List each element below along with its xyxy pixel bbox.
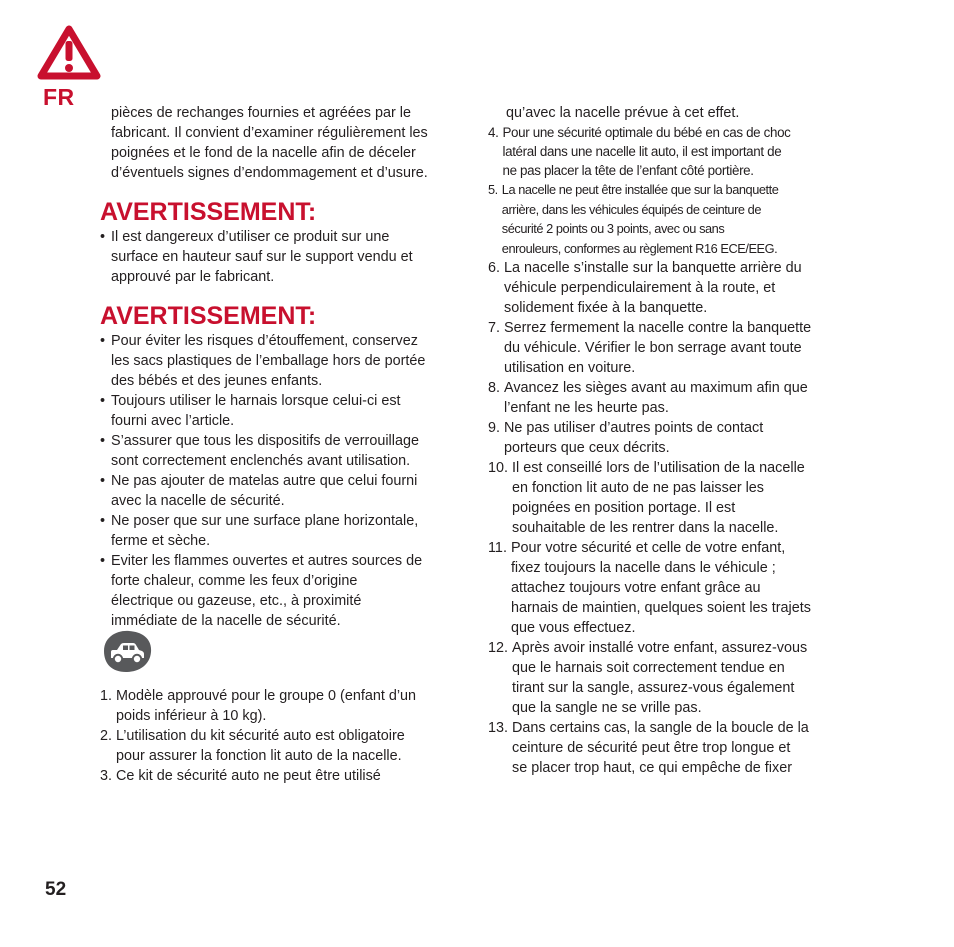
list-item [488,458,853,538]
text-line: ceinture de sécurité peut être trop longue et [512,740,791,756]
car-kit-list [100,686,465,786]
text-line: d’éventuels signes d’endommagement et d’usure. [111,165,428,181]
text-line: que le harnais soit correctement tendue en [512,660,785,676]
warning-triangle-icon [37,24,101,82]
text-line: poignées et le fond de la nacelle afin de déceler [111,145,416,161]
text-line: approuvé par le fabricant. [111,269,275,285]
text-line: Serrez fermement la nacelle contre la banquette [504,320,812,336]
text-line: Eviter les flammes ouvertes et autres sources de [111,553,423,569]
text-line: Toujours utiliser le harnais lorsque celui-ci est [111,393,401,409]
bullet-icon: • [100,433,106,449]
text-line: véhicule perpendiculairement à la route, et [504,280,776,296]
text-line: La nacelle ne peut être installée que sur la banquette [501,182,779,197]
text-line: Ne pas utiliser d’autres points de contact [504,420,764,436]
text-line: poignées en position portage. Il est [512,500,736,516]
list-item [488,638,853,718]
list-item [488,318,853,378]
text-line: utilisation en voiture. [504,360,636,376]
bullet-item [100,511,465,551]
text-line: l’enfant ne les heurte pas. [504,400,669,416]
car-icon [100,628,154,674]
text-line: latéral dans une nacelle lit auto, il est important de [502,144,782,159]
bullet-item [100,551,465,631]
text-line: Pour votre sécurité et celle de votre enfant, [510,540,786,556]
bullet-item [100,331,465,391]
text-line: Pour une sécurité optimale du bébé en cas de choc [502,125,791,140]
item-number: 12. [488,640,509,656]
item-number: 3. [100,768,113,784]
text-line: Dans certains cas, la sangle de la boucle de la [512,720,809,736]
text-line: forte chaleur, comme les feux d’origine [111,573,358,589]
text-line: tirant sur la sangle, assurez-vous également [512,680,795,696]
list-item [488,418,853,458]
text-line: avec la nacelle de sécurité. [111,493,285,509]
warning-heading: AVERTISSEMENT: [100,302,317,330]
list-item [488,123,853,180]
text-line: des bébés et des jeunes enfants. [111,373,323,389]
list-item [100,686,465,726]
text-line: surface en hauteur sauf sur le support vendu et [111,249,413,265]
text-line: que la sangle ne se vrille pas. [512,700,702,716]
text-line: attachez toujours votre enfant grâce au [510,580,761,596]
text-line: Modèle approuvé pour le groupe 0 (enfant d’un [116,688,417,704]
text-line: qu’avec la nacelle prévue à cet effet. [506,105,740,121]
text-line: sont correctement enclenchés avant utilisation. [111,453,411,469]
text-line: L’utilisation du kit sécurité auto est obligatoire [116,728,405,744]
text-line: souhaitable de les rentrer dans la nacelle. [512,520,779,536]
right-column [488,103,853,778]
warning-heading: AVERTISSEMENT: [100,198,317,226]
text-line: fixez toujours la nacelle dans le véhicule ; [510,560,776,576]
item-number: 5. [488,182,498,197]
text-line: fourni avec l’article. [111,413,235,429]
list-item [488,180,853,258]
text-line: les sacs plastiques de l’emballage hors de portée [111,353,426,369]
item-number: 7. [488,320,501,336]
item-number: 9. [488,420,501,436]
bullet-item [100,431,465,471]
list-item [488,718,853,778]
text-line: fabricant. Il convient d’examiner régulièrement les [111,125,428,141]
text-line: harnais de maintien, quelques soient les trajets [510,600,811,616]
text-line: Il est conseillé lors de l’utilisation de la nacelle [512,460,805,476]
bullet-icon: • [100,513,106,529]
text-line: Il est dangereux d’utiliser ce produit sur une [111,229,390,245]
text-line: du véhicule. Vérifier le bon serrage avant toute [504,340,802,356]
text-line: en fonction lit auto de ne pas laisser les [512,480,765,496]
text-line: Après avoir installé votre enfant, assurez-vous [512,640,808,656]
bullet-item [100,471,465,511]
language-code: FR [43,84,75,110]
page-number: 52 [45,879,67,900]
item-number: 6. [488,260,501,276]
text-line: porteurs que ceux décrits. [504,440,670,456]
text-line: Ne poser que sur une surface plane horizontale, [111,513,419,529]
text-line: se placer trop haut, ce qui empêche de fixer [512,760,792,776]
item-number: 13. [488,720,509,736]
list-item [488,538,853,638]
item-number: 2. [100,728,113,744]
text-line: poids inférieur à 10 kg). [116,708,267,724]
text-line: Ce kit de sécurité auto ne peut être utilisé [116,768,381,784]
list-item [488,378,853,418]
text-line: sécurité 2 points ou 3 points, avec ou sans [501,221,725,236]
text-line: Ne pas ajouter de matelas autre que celui fourni [111,473,418,489]
text-line: Avancez les sièges avant au maximum afin que [504,380,808,396]
text-line: Pour éviter les risques d’étouffement, conservez [111,333,418,349]
bullet-item [100,391,465,431]
left-column [100,103,465,631]
text-line: S’assurer que tous les dispositifs de verrouillage [111,433,419,449]
text-line: ne pas placer la tête de l’enfant côté portière. [502,163,754,178]
text-line: arrière, dans les véhicules équipés de ceinture de [501,201,761,217]
item-number: 4. [488,125,499,140]
bullet-item [100,227,465,287]
item-number: 8. [488,380,501,396]
text-line: solidement fixée à la banquette. [504,300,708,316]
text-line: que vous effectuez. [510,620,636,636]
text-line: La nacelle s’installe sur la banquette arrière du [504,260,802,276]
list-item [100,726,465,766]
text-line: pièces de rechanges fournies et agréées par le [111,105,411,121]
bullet-icon: • [100,473,106,489]
intro-paragraph [100,103,465,183]
item-number: 1. [100,688,113,704]
text-line: pour assurer la fonction lit auto de la nacelle. [116,748,402,764]
item-number: 10. [488,460,509,476]
text-line: ferme et sèche. [111,533,211,549]
bullet-icon: • [100,333,106,349]
list-item [488,258,853,318]
text-line: immédiate de la nacelle de sécurité. [111,613,341,629]
item-number: 11. [488,540,507,556]
bullet-icon: • [100,553,106,569]
text-line: enrouleurs, conformes au règlement R16 ECE/EEG. [501,240,778,256]
text-line: électrique ou gazeuse, etc., à proximité [111,593,362,609]
list-item [100,766,465,786]
bullet-icon: • [100,393,106,409]
bullet-icon: • [100,229,106,245]
